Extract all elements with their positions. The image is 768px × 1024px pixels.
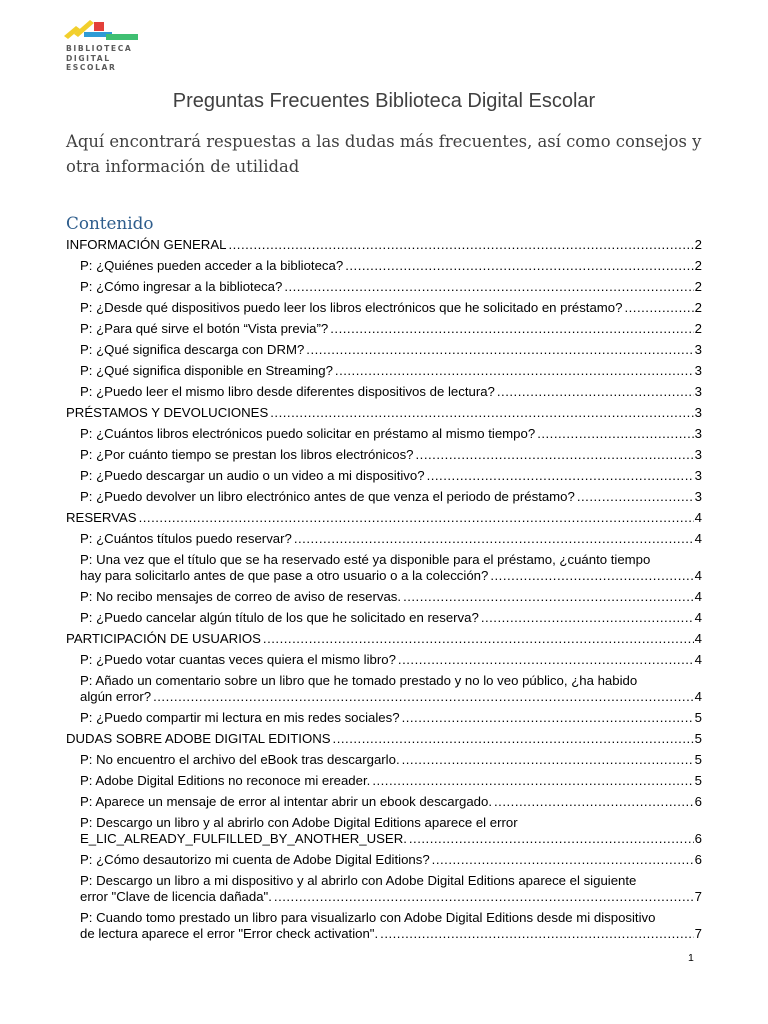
toc-entry-text: algún error? xyxy=(80,689,152,704)
toc-page-number: 3 xyxy=(694,384,702,399)
dot-leader xyxy=(432,851,694,866)
toc-entry-text: INFORMACIÓN GENERAL xyxy=(66,237,227,252)
dot-leader xyxy=(398,651,694,666)
toc-entry-text: P: ¿Puedo votar cuantas veces quiera el mismo libro? xyxy=(80,652,396,667)
dot-leader xyxy=(284,278,693,293)
toc-entry[interactable] xyxy=(66,425,702,446)
toc-entry-text: E_LIC_ALREADY_FULFILLED_BY_ANOTHER_USER. xyxy=(80,831,407,846)
toc-entry[interactable] xyxy=(66,651,702,672)
dot-leader xyxy=(494,793,694,808)
toc-page-number: 4 xyxy=(694,531,702,546)
dot-leader xyxy=(139,509,694,524)
toc-page-number: 4 xyxy=(694,589,702,604)
toc-page-number: 2 xyxy=(694,321,702,336)
toc-entry[interactable] xyxy=(66,588,702,609)
dot-leader xyxy=(153,689,694,704)
toc-entry-text: P: Adobe Digital Editions no reconoce mi ereader. xyxy=(80,773,371,788)
toc-entry-text: P: ¿Cuántos títulos puedo reservar? xyxy=(80,531,292,546)
toc-entry[interactable] xyxy=(66,672,702,709)
toc-entry[interactable] xyxy=(66,793,702,814)
document-subtitle: Aquí encontrará respuestas a las dudas más frecuentes, así como consejos y otra información de utilidad xyxy=(66,132,702,176)
toc-page-number: 4 xyxy=(694,631,702,646)
toc-page-number: 3 xyxy=(694,468,702,483)
toc-page-number: 5 xyxy=(694,752,702,767)
toc-entry-text-line: P: Cuando tomo prestado un libro para visualizarlo con Adobe Digital Editions desde mi dispositivo xyxy=(80,910,656,925)
dot-leader xyxy=(345,257,693,272)
dot-leader xyxy=(294,530,694,545)
toc-entry[interactable] xyxy=(66,772,702,793)
table-of-contents xyxy=(66,236,702,946)
toc-page-number: 2 xyxy=(694,258,702,273)
toc-entry-text: P: ¿Qué significa disponible en Streaming? xyxy=(80,363,333,378)
dot-leader xyxy=(402,709,694,724)
toc-entry[interactable] xyxy=(66,341,702,362)
toc-page-number: 6 xyxy=(694,852,702,867)
toc-entry-text: P: ¿Puedo leer el mismo libro desde diferentes dispositivos de lectura? xyxy=(80,384,495,399)
dot-leader xyxy=(330,320,693,335)
toc-entry[interactable] xyxy=(66,299,702,320)
toc-entry[interactable] xyxy=(66,320,702,341)
toc-page-number: 4 xyxy=(694,652,702,667)
dot-leader xyxy=(481,609,694,624)
toc-entry[interactable] xyxy=(66,383,702,404)
dot-leader xyxy=(380,926,694,941)
dot-leader xyxy=(497,383,694,398)
toc-section-entry[interactable] xyxy=(66,630,702,651)
toc-entry-text-line: P: Descargo un libro y al abrirlo con Adobe Digital Editions aparece el error xyxy=(80,815,518,830)
toc-entry-text: P: ¿Desde qué dispositivos puedo leer los libros electrónicos que he solicitado en préstamo? xyxy=(80,300,623,315)
document-title: Preguntas Frecuentes Biblioteca Digital Escolar xyxy=(172,90,596,112)
toc-entry[interactable] xyxy=(66,609,702,630)
toc-page-number: 4 xyxy=(694,689,702,704)
toc-entry[interactable] xyxy=(66,551,702,588)
toc-page-number: 3 xyxy=(694,405,702,420)
toc-entry-text: P: No encuentro el archivo del eBook tras descargarlo. xyxy=(80,752,400,767)
toc-entry-text: P: No recibo mensajes de correo de aviso de reservas. xyxy=(80,589,402,604)
dot-leader xyxy=(306,341,693,356)
toc-page-number: 6 xyxy=(694,794,702,809)
dot-leader xyxy=(228,236,693,251)
dot-leader xyxy=(335,362,694,377)
toc-entry-text: P: ¿Puedo devolver un libro electrónico antes de que venza el periodo de préstamo? xyxy=(80,489,575,504)
logo-wordmark: BIBLIOTECA DIGITAL ESCOLAR xyxy=(66,44,133,73)
toc-page-number: 2 xyxy=(694,279,702,294)
toc-entry[interactable] xyxy=(66,709,702,730)
toc-entry-text-line: P: Descargo un libro a mi dispositivo y al abrirlo con Adobe Digital Editions aparece el siguiente xyxy=(80,873,637,888)
dot-leader xyxy=(263,630,694,645)
toc-page-number: 4 xyxy=(694,610,702,625)
toc-entry-text-line: P: Añado un comentario sobre un libro que he tomado prestado y no lo veo público, ¿ha habido xyxy=(80,673,638,688)
toc-entry-text: P: ¿Cómo desautorizo mi cuenta de Adobe Digital Editions? xyxy=(80,852,430,867)
toc-entry[interactable] xyxy=(66,814,702,851)
toc-entry-text-line: P: Una vez que el título que se ha reservado esté ya disponible para el préstamo, ¿cuánto tiempo xyxy=(80,552,651,567)
dot-leader xyxy=(402,751,694,766)
toc-entry-text: P: ¿Puedo cancelar algún título de los que he solicitado en reserva? xyxy=(80,610,479,625)
toc-entry-text: P: ¿Quiénes pueden acceder a la biblioteca? xyxy=(80,258,344,273)
toc-page-number: 3 xyxy=(694,489,702,504)
toc-section-entry[interactable] xyxy=(66,404,702,425)
toc-page-number: 5 xyxy=(694,773,702,788)
toc-page-number: 3 xyxy=(694,426,702,441)
toc-section-entry[interactable] xyxy=(66,509,702,530)
toc-entry-text: P: ¿Cuántos libros electrónicos puedo solicitar en préstamo al mismo tiempo? xyxy=(80,426,536,441)
toc-entry-text: RESERVAS xyxy=(66,510,137,525)
toc-page-number: 3 xyxy=(694,363,702,378)
toc-entry-text: P: ¿Puedo descargar un audio o un video a mi dispositivo? xyxy=(80,468,425,483)
toc-entry-text: de lectura aparece el error "Error check activation". xyxy=(80,926,379,941)
toc-entry-text: DUDAS SOBRE ADOBE DIGITAL EDITIONS xyxy=(66,731,331,746)
toc-entry-text: P: ¿Qué significa descarga con DRM? xyxy=(80,342,305,357)
toc-entry-text: P: ¿Por cuánto tiempo se prestan los libros electrónicos? xyxy=(80,447,414,462)
toc-entry[interactable] xyxy=(66,446,702,467)
dot-leader xyxy=(427,467,694,482)
toc-entry[interactable] xyxy=(66,467,702,488)
toc-page-number: 2 xyxy=(694,300,702,315)
toc-page-number: 3 xyxy=(694,342,702,357)
dot-leader xyxy=(409,831,694,846)
library-logo xyxy=(64,18,144,78)
toc-section-entry[interactable] xyxy=(66,236,702,257)
toc-entry[interactable] xyxy=(66,257,702,278)
dot-leader xyxy=(372,772,693,787)
toc-entry-text: P: Aparece un mensaje de error al intentar abrir un ebook descargado. xyxy=(80,794,492,809)
toc-page-number: 2 xyxy=(694,237,702,252)
toc-page-number: 3 xyxy=(694,447,702,462)
toc-entry-text: PRÉSTAMOS Y DEVOLUCIONES xyxy=(66,405,269,420)
toc-page-number: 4 xyxy=(694,510,702,525)
toc-page-number: 5 xyxy=(694,710,702,725)
toc-entry[interactable] xyxy=(66,278,702,299)
toc-entry[interactable] xyxy=(66,851,702,872)
toc-entry[interactable] xyxy=(66,530,702,551)
dot-leader xyxy=(537,425,693,440)
toc-page-number: 7 xyxy=(694,889,702,904)
toc-entry[interactable] xyxy=(66,872,702,909)
toc-page-number: 4 xyxy=(694,568,702,583)
toc-entry[interactable] xyxy=(66,362,702,383)
toc-page-number: 7 xyxy=(694,926,702,941)
dot-leader xyxy=(624,299,693,314)
toc-page-number: 6 xyxy=(694,831,702,846)
toc-entry-text: P: ¿Puedo compartir mi lectura en mis redes sociales? xyxy=(80,710,400,725)
toc-page-number: 5 xyxy=(694,731,702,746)
toc-entry[interactable] xyxy=(66,751,702,772)
dot-leader xyxy=(274,889,694,904)
toc-section-entry[interactable] xyxy=(66,730,702,751)
toc-entry-text: error "Clave de licencia dañada". xyxy=(80,889,272,904)
dot-leader xyxy=(416,446,694,461)
toc-entry[interactable] xyxy=(66,909,702,946)
dot-leader xyxy=(333,730,694,745)
toc-entry[interactable] xyxy=(66,488,702,509)
page-number: 1 xyxy=(688,952,694,964)
dot-leader xyxy=(490,568,693,583)
dot-leader xyxy=(270,404,693,419)
toc-entry-text: PARTICIPACIÓN DE USUARIOS xyxy=(66,631,261,646)
toc-entry-text: P: ¿Cómo ingresar a la biblioteca? xyxy=(80,279,283,294)
dot-leader xyxy=(577,488,694,503)
toc-entry-text: hay para solicitarlo antes de que pase a otro usuario o a la colección? xyxy=(80,568,489,583)
toc-entry-text: P: ¿Para qué sirve el botón “Vista previa”? xyxy=(80,321,329,336)
dot-leader xyxy=(403,588,694,603)
toc-heading: Contenido xyxy=(66,213,154,233)
